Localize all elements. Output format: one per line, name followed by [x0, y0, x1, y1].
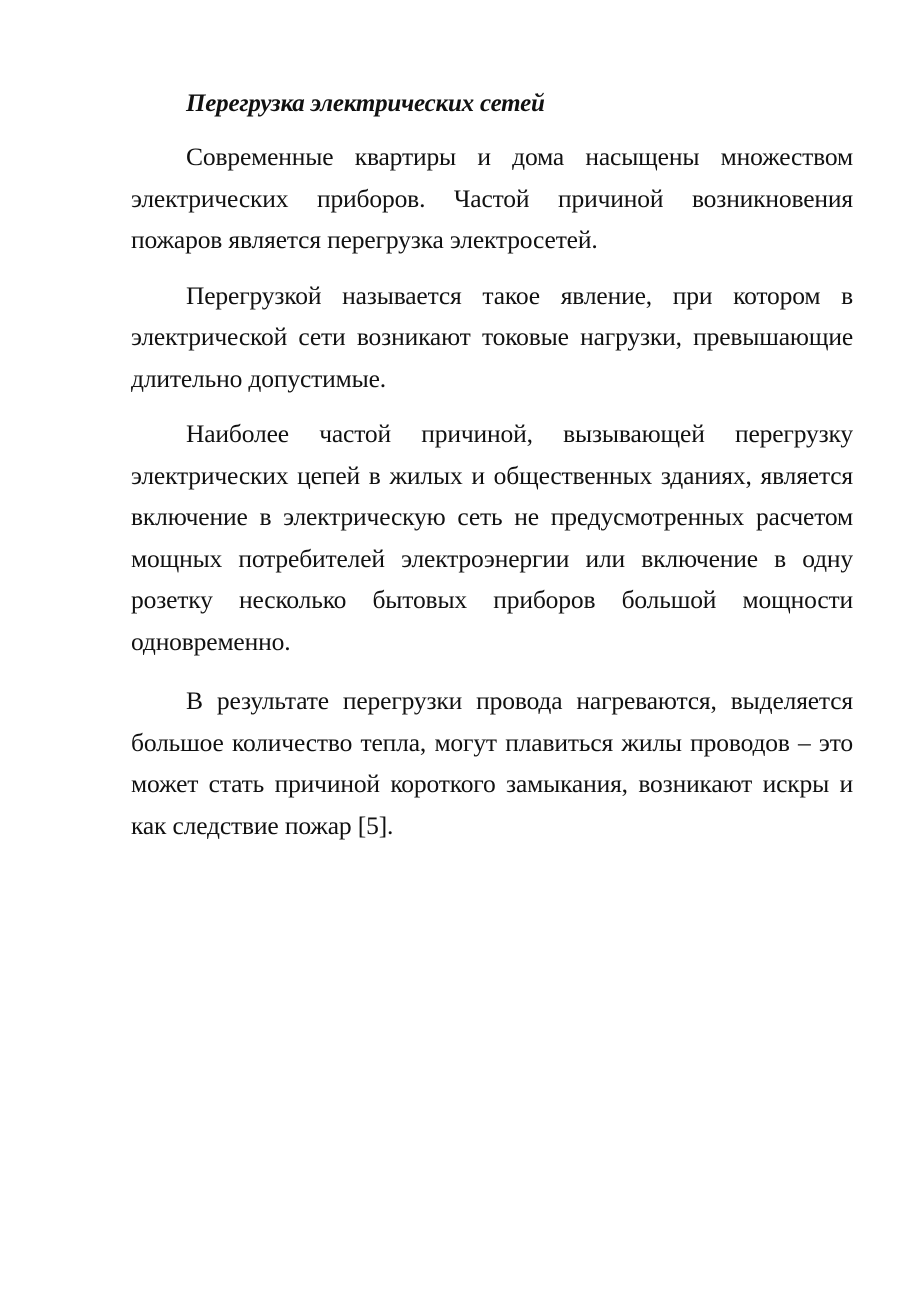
- paragraph-3: Наиболее частой причиной, вызывающей перегрузку электрических цепей в жилых и общественных зданиях, является включение в электрическую сеть не предусмотренных расчетом мощных потребителей электроэнергии или включение в одну розетку несколько бытовых приборов большой мощности одновременно.: [131, 419, 853, 656]
- paragraph-1: Современные квартиры и дома насыщены множеством электрических приборов. Частой причиной возникновения пожаров является перегрузка электросетей.: [131, 142, 853, 254]
- paragraph-2: Перегрузкой называется такое явление, при котором в электрической сети возникают токовые нагрузки, превышающие длительно допустимые.: [131, 280, 853, 393]
- document-page: [131, 84, 853, 860]
- paragraph-4: В результате перегрузки провода нагреваются, выделяется большое количество тепла, могут плавиться жилы проводов – это может стать причиной короткого замыкания, возникают искры и как следствие пожар [5].: [131, 686, 853, 840]
- section-heading: Перегрузка электрических сетей: [186, 90, 545, 117]
